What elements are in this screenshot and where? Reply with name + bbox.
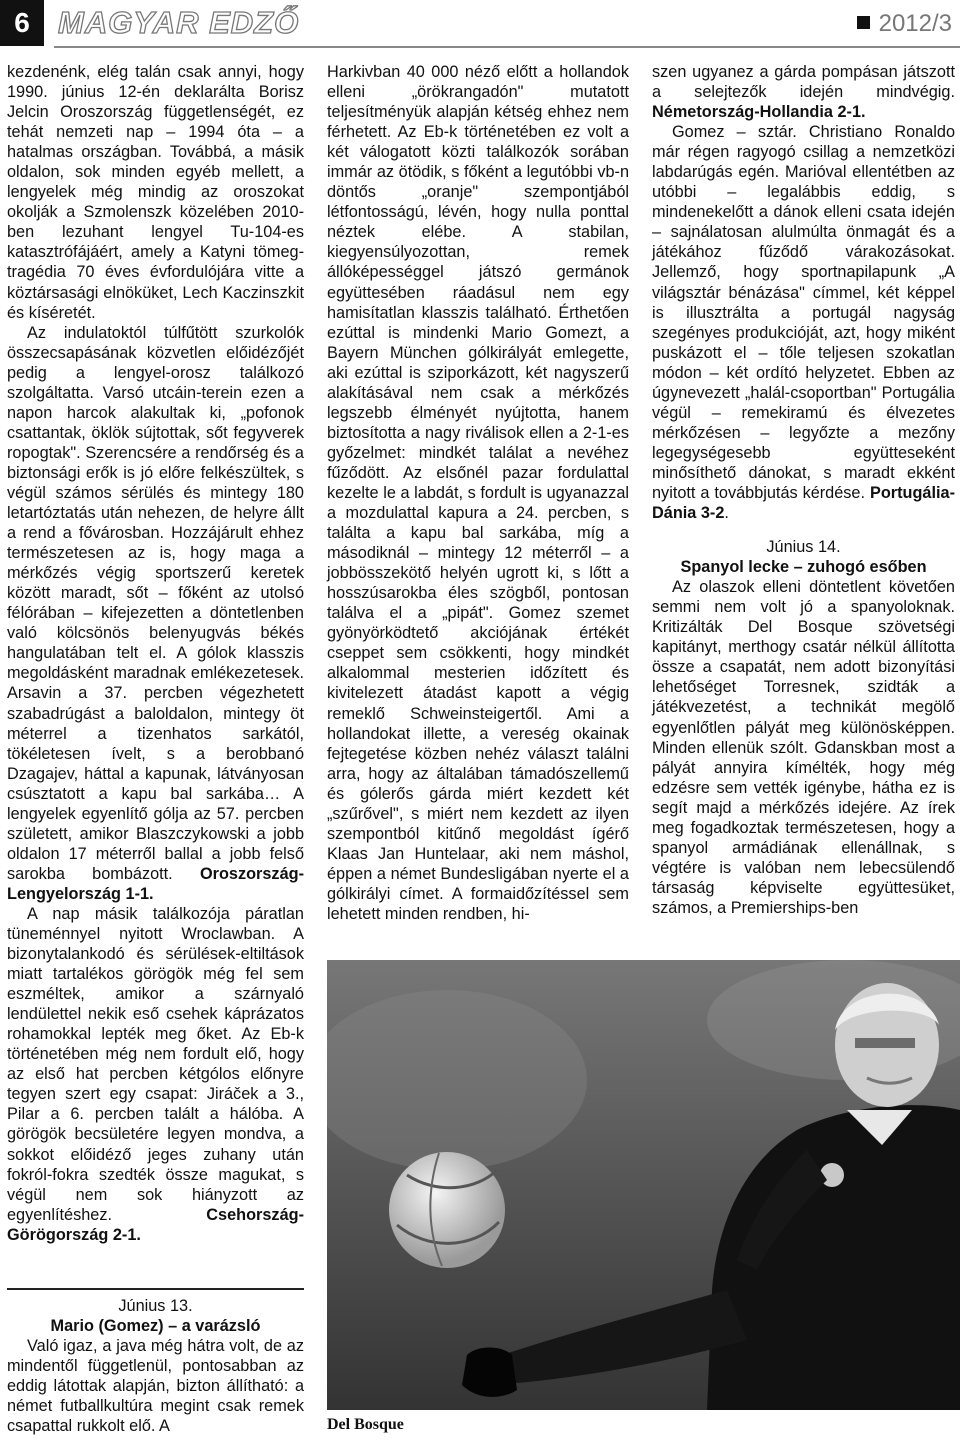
paragraph: Harkivban 40 000 néző előtt a hollandok elleni „örökrangadón" mutatott teljesítményük alapján kétség ehhez nem férhetett. Az Eb-k történetében ez volt a két válogatott közti találkozók sorában immár az ötödik, s főként a legutóbbi vb-n döntős „oranje" szempontjából létfontosságú, lévén, hogy nulla ponttal néztek elébe. A stabilan, kiegyensúlyozottan, remek állóképességgel játszó germánok együttesében ráadásul nem egy hamisítatlan klasszis található. Érthetően ezúttal is mindenki Mario Gomezt, a Bayern München gólkirályát emlegette, aki ezúttal is sziporkázott, két nagyszerű alakításával nem csak a mérkőzés legszebb élményét nyújtotta, hanem biztosította a nagy riválisok ellen a 2-1-es győzelmet: mindkét találat a nevéhez fűződött. Az elsőnél pazar fordulattal kezelte le a labdát, s fordult is ugyanazzal a mozdulattal kapura a 24. percben, s találta a kapu bal sarkába, míg a másodiknál – mintegy 12 méterről – a jobbösszekötő helyén ugrott ki, s lőtt a hosszúsarokba éles szögből, pontosan találva el a „pipát". Gomez szemet gyönyörködtető akciójának értékét cseppet sem csökkenti, hogy mindkét alkalommal mesterien időzített és kivitelezett átadást kapott a végig remeklő Schweinsteigertől. Ami a hollandokat illette, a vereség okainak fejtegetése közben nehéz választ találni arra, hogy az általában támadószellemű és gólerős gárda miért kezdett két „szűrővel", s miért nem kezdett az ilyen szempontból kitűnő megoldást ígérő Klaas Jan Huntelaar, aki nem máshol, éppen a német Bundesligában nyerte el a gólkirályi címet. A formaidőzítéssel sem lehetett minden rendben, hi- (327, 63, 629, 923)
match-result: Németország-Hollandia 2-1. (652, 103, 866, 122)
section-divider (7, 1288, 304, 1290)
paragraph: kezdenénk, elég talán csak annyi, hogy 1990. június 12-én deklarálta Borisz Jelcin Oroszország függetlenségét, ez tehát nemzeti nap – 1994 óta – a hatalmas országban. Továbbá, a másik oldalon, sok minden egyéb mellett, a lengyelek még mindig az oroszokat okolják a Szmolenszk közelében 2010-ben lezuhant lengyel Tu-104-es katasztrófájáért, amely a Katyni tömeg-tragédia 70 éves évfordulójára vitte a köztársasági elnöküket, Lech Kaczinszkit és kíséretét. (7, 63, 304, 322)
section-title: Spanyol lecke – zuhogó esőben (680, 558, 927, 577)
match-result: Oroszország-Lengyelország 1-1. (7, 864, 304, 903)
article-column-1-bottom (7, 1296, 304, 1436)
paragraph (7, 323, 304, 904)
paragraph-text: Az indulatoktól túlfűtött szurkolók összecsapásának közvetlen előidézőjét pedig a lengyel-orosz találkozó szolgáltatta. Varsó utcáin-terein ezen a napon harcok alakultak ki, „pofonok csattantak, öklök sújtottak, sőt fegyverek ropogtak". Szerencsére a rendőrség és a biztonsági erők is jó előre felkészültek, s végül számos sérülés és mintegy 180 letartóztatás után nehezen, de helyre állt a rend a fővárosban. Hozzájárult ehhez természetesen az is, hogy maga a mérkőzés végig sportszerű keretek között maradt, sőt – főként az utolsó félórában – kifejezetten a döntetlenben való kölcsönös belenyugvás békés hangulatában telt el. A gólok klasszis megoldásként maradnak emlékezetesek. Arsavin a 37. percben végezhetett szabadrúgást a baloldalon, mintegy öt méterrel a tizenhatos sarkától, tökéletesen ívelt, s a berobbanó Dzagajev, háttal a kapunak, látványosan csúsztatott a kapu bal sarkába… A lengyelek egyenlítő gólja az 57. percben született, amikor Blaszczykowski a jobb oldalon 17 méterről ballal a jobb felső sarokba bombázott. (7, 323, 304, 883)
section-date: Június 14. (766, 538, 841, 557)
article-column-2 (327, 62, 629, 924)
paragraph: Az olaszok elleni döntetlent követően semmi nem volt jó a spanyoloknak. Kritizálták Del Bosque szövetségi kapitányt, merthogy csatár nélkül állította össze a csapatát, nem adott bizonyítási lehetőséget Torresnek, szidták a játékvezetést, a technikát megölő egyenlőtlen pályát meg különösképpen. Minden ellenük szólt. Gdanskban most a pályát annyira kímélték, hogy még edzésre sem vették igénybe, hátha ez is segít majd a mérkőzés idejére. Az írek meg fogadkoztak természetesen, hogy a spanyol armádiának ellenállnak, s végtére is valóban nem lebecsülendő társaság képviselte együttesüket, számos, a Premierships-ben (652, 578, 955, 917)
del-bosque-photo (327, 960, 960, 1410)
issue-number: 2012/3 (878, 10, 952, 37)
page-number: 6 (0, 0, 44, 46)
photo-illustration (327, 960, 960, 1410)
paragraph-text: A nap másik találkozója páratlan tüneménnyel nyitott Wroclawban. A bizonytalankodó és sérülések-eltiltások miatt tartalékos görögök még fel sem eszméltek, amikor a szárnyaló lendülettel nekik eső csehek káprázatos rohamokkal lepték meg őket. Az Eb-k történetében még nem fordult elő, hogy az első hat percben kétgólos előnyre tegyen szert egy csapat: Jiráček a 3., Pilar a 6. percben talált a hálóba. A görögök becsületére legyen mondva, a sokkot előidéző jeges zuhany után fokról-fokra szedték össze magukat, s végül nem sok hiányzott az egyenlítéshez. (7, 904, 304, 1224)
header-rule (54, 46, 960, 48)
paragraph (7, 904, 304, 1245)
paragraph-text: Gomez – sztár. Christiano Ronaldo már régen ragyogó csillag a nemzetközi labdarúgás egén. Marióval ellentétben az utóbbi – legalábbis eddig, s mindenekelőtt a dánok elleni csata idején – sajnálatosan alulmúlta önmagát és a játékához fűződő várakozásokat. Jellemző, hogy sportnapilapunk „A világsztár bénázása" címmel, két képpel is illusztrálta a portugál nagyság szegényes produkcióját, azt, hogy miként puskázott el – tőle teljesen szokatlan módon – két ordító helyzetet. Ebben az úgynevezett „halál-csoportban" Portugália végül – remekiramú és élvezetes mérkőzésen – legyőzte a mezőny legegységesebb együtteseként minősíthető dánokat, s maradt ekként nyitott a továbbjutás kérdése. (652, 123, 955, 502)
match-result: Portugália-Dánia 3-2 (652, 483, 955, 523)
square-bullet-icon (857, 16, 870, 29)
magazine-title: MAGYAR EDZŐ (58, 5, 300, 40)
paragraph (652, 122, 955, 523)
spacer (652, 523, 955, 537)
paragraph: Való igaz, a java még hátra volt, de az mindentől függetlenül, pontosabban az eddig látottak alapján, bizton állítható: a német futballkultúra megint csak remek csapattal rukkolt elő. A (7, 1337, 304, 1436)
section-date: Június 13. (118, 1297, 193, 1315)
paragraph (652, 62, 955, 122)
article-column-3 (652, 62, 955, 918)
match-result: Csehország-Görögország 2-1. (7, 1205, 304, 1244)
paragraph-text: szen ugyanez a gárda pompásan játszott a selejtezők idején mindvégig. (652, 63, 955, 102)
paragraph-end: . (724, 504, 729, 523)
article-column-1 (7, 62, 304, 1245)
issue-label (857, 10, 952, 38)
photo-caption: Del Bosque (327, 1416, 404, 1433)
page-header (0, 0, 960, 54)
section-title: Mario (Gomez) – a varázsló (50, 1317, 261, 1336)
